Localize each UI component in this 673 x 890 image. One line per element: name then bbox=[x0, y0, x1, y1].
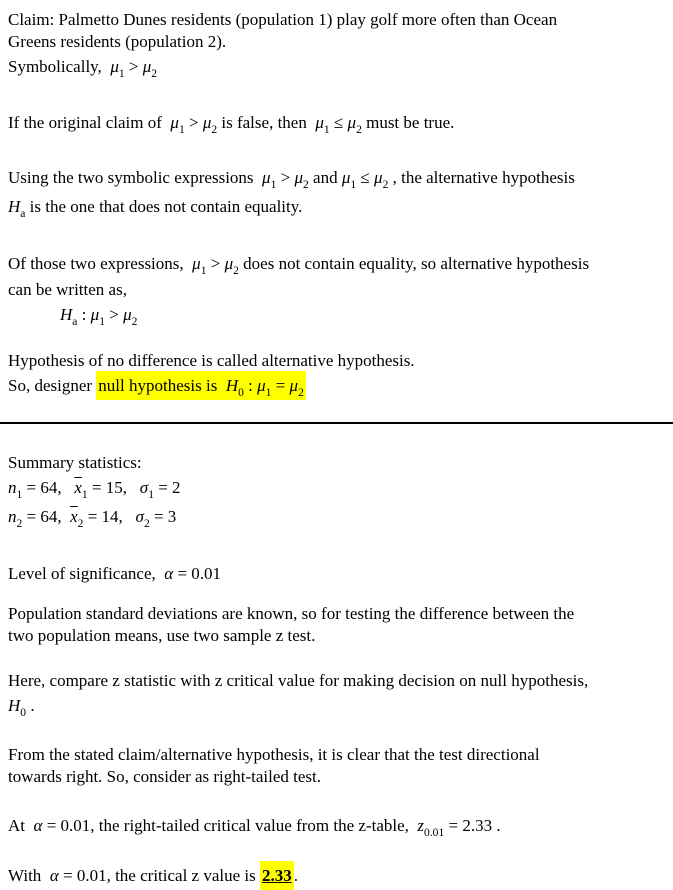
text-segment: and bbox=[308, 168, 342, 187]
text-segment: = 0.01, the critical z value is bbox=[58, 866, 260, 885]
text-segment: $\overline{x}$ bbox=[74, 478, 82, 497]
text-line bbox=[8, 670, 663, 692]
text-segment: μ bbox=[110, 57, 119, 76]
text-segment: 2 bbox=[77, 517, 84, 531]
text-segment: Claim: Palmetto Dunes residents (population 1) play golf more often than Ocean bbox=[8, 10, 558, 29]
text-segment: = 2 bbox=[153, 478, 181, 497]
text-segment: H bbox=[225, 376, 239, 395]
text-segment: 2.33 bbox=[262, 866, 292, 885]
text-segment: μ bbox=[202, 113, 212, 132]
text-segment: 1 bbox=[265, 386, 272, 400]
text-segment: = bbox=[271, 376, 290, 395]
text-line bbox=[8, 452, 663, 474]
text-segment: μ bbox=[170, 113, 179, 132]
text-segment: z bbox=[417, 816, 425, 835]
text-segment: 1 bbox=[350, 178, 357, 192]
text-line bbox=[8, 109, 663, 138]
highlight bbox=[260, 861, 294, 890]
text-segment: two population means, use two sample z test. bbox=[8, 626, 316, 645]
para-summary-statistics bbox=[0, 452, 673, 532]
text-segment: ≤ bbox=[329, 113, 348, 132]
para-alternative-expression bbox=[0, 250, 673, 330]
text-segment: Using the two symbolic expressions bbox=[8, 168, 263, 187]
text-line bbox=[8, 625, 663, 647]
text-segment: 2 bbox=[211, 123, 218, 137]
text-segment: 2 bbox=[356, 123, 362, 137]
text-segment: does not contain equality, so alternative hypothesis bbox=[238, 254, 590, 273]
text-segment: = 64, bbox=[22, 478, 75, 497]
text-segment: μ bbox=[347, 113, 357, 132]
text-segment: = 2.33 . bbox=[444, 816, 501, 835]
text-segment: μ bbox=[262, 168, 271, 187]
text-line bbox=[8, 350, 663, 372]
text-segment: = 3 bbox=[149, 507, 177, 526]
text-segment: μ bbox=[123, 305, 132, 324]
text-line bbox=[8, 250, 663, 279]
text-line bbox=[8, 279, 663, 301]
text-segment: μ bbox=[374, 168, 383, 187]
text-segment: is the one that does not contain equality. bbox=[25, 197, 303, 216]
text-segment: n bbox=[8, 507, 17, 526]
text-segment: a bbox=[72, 315, 78, 329]
text-segment: 1 bbox=[118, 67, 125, 81]
text-line bbox=[8, 53, 663, 82]
text-segment: 1 bbox=[148, 488, 154, 502]
text-segment: null hypothesis is bbox=[98, 376, 226, 395]
text-segment: If the original claim of bbox=[8, 113, 171, 132]
text-segment: μ bbox=[294, 168, 304, 187]
para-null-hypothesis bbox=[0, 350, 673, 401]
para-comparison-rule bbox=[0, 670, 673, 721]
text-segment: . bbox=[26, 696, 35, 715]
text-line bbox=[8, 812, 663, 841]
text-segment: 2 bbox=[151, 67, 158, 81]
text-segment: From the stated claim/alternative hypothesis, it is clear that the test directional bbox=[8, 745, 540, 764]
text-segment: μ bbox=[341, 168, 351, 187]
text-line bbox=[8, 301, 663, 330]
text-line bbox=[8, 474, 663, 503]
text-segment: With bbox=[8, 866, 50, 885]
text-segment: > bbox=[206, 254, 225, 273]
text-segment: μ bbox=[289, 376, 299, 395]
text-segment: 1 bbox=[178, 123, 185, 137]
text-segment: α bbox=[164, 564, 174, 583]
text-segment: > bbox=[184, 113, 203, 132]
para-tail-direction bbox=[0, 744, 673, 788]
text-segment: Symbolically, bbox=[8, 57, 111, 76]
text-segment: 0.01 bbox=[424, 826, 445, 840]
text-segment: , the alternative hypothesis bbox=[388, 168, 575, 187]
para-critical-value-table bbox=[0, 812, 673, 841]
text-segment: 2 bbox=[303, 178, 309, 192]
text-segment: H bbox=[8, 197, 21, 216]
text-segment: : bbox=[77, 305, 91, 324]
text-segment: Of those two expressions, bbox=[8, 254, 193, 273]
text-line bbox=[8, 560, 663, 587]
text-segment: μ bbox=[192, 254, 201, 273]
text-segment: μ bbox=[257, 376, 266, 395]
text-line bbox=[8, 692, 663, 721]
text-segment: $\overline{x}$ bbox=[70, 507, 78, 526]
text-segment: = 15, bbox=[87, 478, 140, 497]
text-line bbox=[8, 862, 663, 889]
text-segment: α bbox=[33, 816, 43, 835]
text-line bbox=[8, 603, 663, 625]
text-segment: 1 bbox=[270, 178, 277, 192]
text-segment: = 0.01 bbox=[173, 564, 222, 583]
text-segment: > bbox=[276, 168, 295, 187]
text-segment: 1 bbox=[16, 488, 23, 502]
text-line bbox=[8, 744, 663, 766]
text-segment: n bbox=[8, 478, 17, 497]
highlight bbox=[96, 371, 306, 400]
text-segment: = 14, bbox=[83, 507, 136, 526]
text-segment: . bbox=[293, 866, 298, 885]
text-segment: At bbox=[8, 816, 34, 835]
text-segment: : bbox=[243, 376, 258, 395]
text-segment: σ bbox=[139, 478, 149, 497]
section-divider bbox=[0, 422, 673, 424]
text-segment: 1 bbox=[99, 315, 105, 329]
para-significance-level bbox=[0, 560, 673, 587]
text-line bbox=[8, 31, 663, 53]
text-segment: must be true. bbox=[361, 113, 455, 132]
text-segment: Population standard deviations are known, so for testing the difference between the bbox=[8, 604, 575, 623]
text-segment: 2 bbox=[298, 386, 304, 400]
text-segment: α bbox=[49, 866, 59, 885]
text-segment: towards right. So, consider as right-tailed test. bbox=[8, 767, 322, 786]
text-segment: is false, then bbox=[217, 113, 316, 132]
text-segment: 1 bbox=[323, 123, 330, 137]
text-line bbox=[8, 193, 663, 222]
text-segment: 2 bbox=[143, 517, 150, 531]
text-segment: μ bbox=[142, 57, 152, 76]
text-segment: H bbox=[8, 696, 21, 715]
text-segment: 2 bbox=[382, 178, 389, 192]
text-line bbox=[8, 503, 663, 532]
para-contrapositive bbox=[0, 109, 673, 138]
text-segment: = 64, bbox=[22, 507, 71, 526]
text-segment: > bbox=[124, 57, 143, 76]
text-segment: 1 bbox=[200, 264, 207, 278]
text-segment: 0 bbox=[20, 706, 27, 720]
text-segment: Summary statistics: bbox=[8, 453, 142, 472]
text-segment: a bbox=[20, 207, 26, 221]
text-line bbox=[8, 766, 663, 788]
text-line bbox=[8, 9, 663, 31]
text-segment: σ bbox=[135, 507, 144, 526]
text-segment: Hypothesis of no difference is called alternative hypothesis. bbox=[8, 351, 415, 370]
text-segment: = 0.01, the right-tailed critical value from the z-table, bbox=[42, 816, 418, 835]
text-line bbox=[8, 372, 663, 401]
text-segment: 2 bbox=[131, 315, 138, 329]
text-segment: 1 bbox=[81, 488, 88, 502]
para-test-choice bbox=[0, 603, 673, 647]
text-line bbox=[8, 164, 663, 193]
text-segment: So, designer bbox=[8, 376, 97, 395]
text-segment: H bbox=[60, 305, 73, 324]
text-segment: ≤ bbox=[356, 168, 375, 187]
text-segment: 0 bbox=[238, 386, 244, 400]
text-segment: 2 bbox=[16, 517, 23, 531]
text-segment: can be written as, bbox=[8, 280, 127, 299]
text-segment: > bbox=[104, 305, 124, 324]
text-segment: Level of significance, bbox=[8, 564, 165, 583]
para-alternative-selection bbox=[0, 164, 673, 222]
text-segment: μ bbox=[315, 113, 324, 132]
text-segment: 2 bbox=[233, 264, 239, 278]
text-segment: μ bbox=[224, 254, 234, 273]
text-segment: Here, compare z statistic with z critical value for making decision on null hypothesis, bbox=[8, 671, 589, 690]
para-claim bbox=[0, 9, 673, 82]
text-segment: Greens residents (population 2). bbox=[8, 32, 227, 51]
text-segment: μ bbox=[90, 305, 100, 324]
para-critical-value-conclusion bbox=[0, 862, 673, 889]
